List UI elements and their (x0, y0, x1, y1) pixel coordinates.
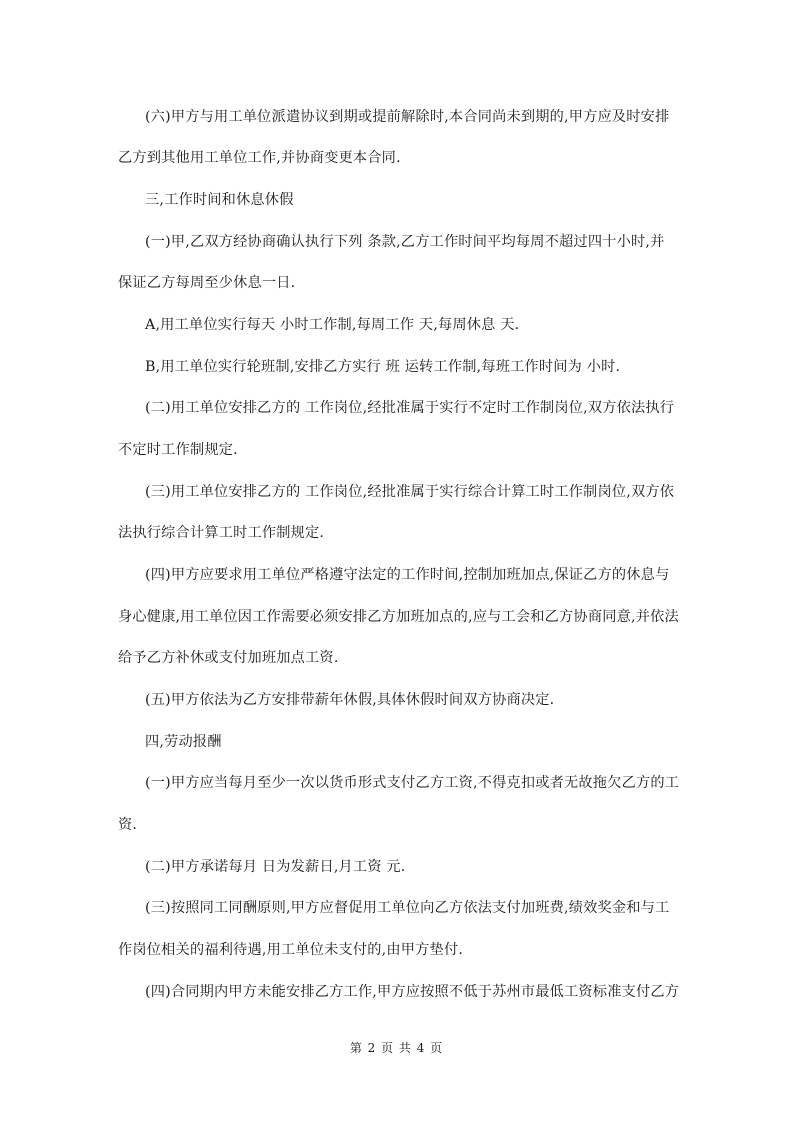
paragraph-line: 身心健康,用工单位因工作需要必须安排乙方加班加点的,应与工会和乙方协商同意,并依法 (118, 609, 679, 625)
paragraph-line: 不定时工作制规定. (118, 442, 238, 458)
paragraph-line: 保证乙方每周至少休息一日. (118, 275, 296, 291)
section-heading: 四,劳动报酬 (145, 734, 222, 750)
paragraph-line: (四)合同期内甲方未能安排乙方工作,甲方应按照不低于苏州市最低工资标准支付乙方 (145, 984, 680, 1000)
page-number-footer: 第 2 页 共 4 页 (349, 1041, 444, 1055)
paragraph-line: (一)甲方应当每月至少一次以货币形式支付乙方工资,不得克扣或者无故拖欠乙方的工 (145, 775, 680, 791)
paragraph-line: (四)甲方应要求用工单位严格遵守法定的工作时间,控制加班加点,保证乙方的休息与 (145, 567, 670, 583)
paragraph-line: A,用工单位实行每天 小时工作制,每周工作 天,每周休息 天. (145, 317, 520, 333)
paragraph-line: 乙方到其他用工单位工作,并协商变更本合同. (118, 150, 401, 166)
section-heading: 三,工作时间和休息休假 (145, 192, 294, 208)
paragraph-line: (二)用工单位安排乙方的 工作岗位,经批准属于实行不定时工作制岗位,双方依法执行 (145, 400, 675, 416)
paragraph-line: 作岗位相关的福利待遇,用工单位未支付的,由甲方垫付. (118, 942, 464, 958)
paragraph-line: (六)甲方与用工单位派遣协议到期或提前解除时,本合同尚未到期的,甲方应及时安排 (145, 109, 670, 125)
paragraph-line: (一)甲,乙双方经协商确认执行下列 条款,乙方工作时间平均每周不超过四十小时,并 (145, 234, 665, 250)
paragraph-line: 资. (118, 817, 138, 833)
paragraph-line: B,用工单位实行轮班制,安排乙方实行 班 运转工作制,每班工作时间为 小时. (145, 359, 621, 375)
paragraph-line: 给予乙方补休或支付加班加点工资. (118, 650, 339, 666)
paragraph-line: (三)按照同工同酬原则,甲方应督促用工单位向乙方依法支付加班费,绩效奖金和与工 (145, 900, 670, 916)
paragraph-line: 法执行综合计算工时工作制规定. (118, 525, 325, 541)
paragraph-line: (五)甲方依法为乙方安排带薪年休假,具体休假时间双方协商决定. (145, 692, 555, 708)
paragraph-line: (二)甲方承诺每月 日为发薪日,月工资 元. (145, 859, 406, 875)
paragraph-line: (三)用工单位安排乙方的 工作岗位,经批准属于实行综合计算工时工作制岗位,双方依 (145, 484, 675, 500)
